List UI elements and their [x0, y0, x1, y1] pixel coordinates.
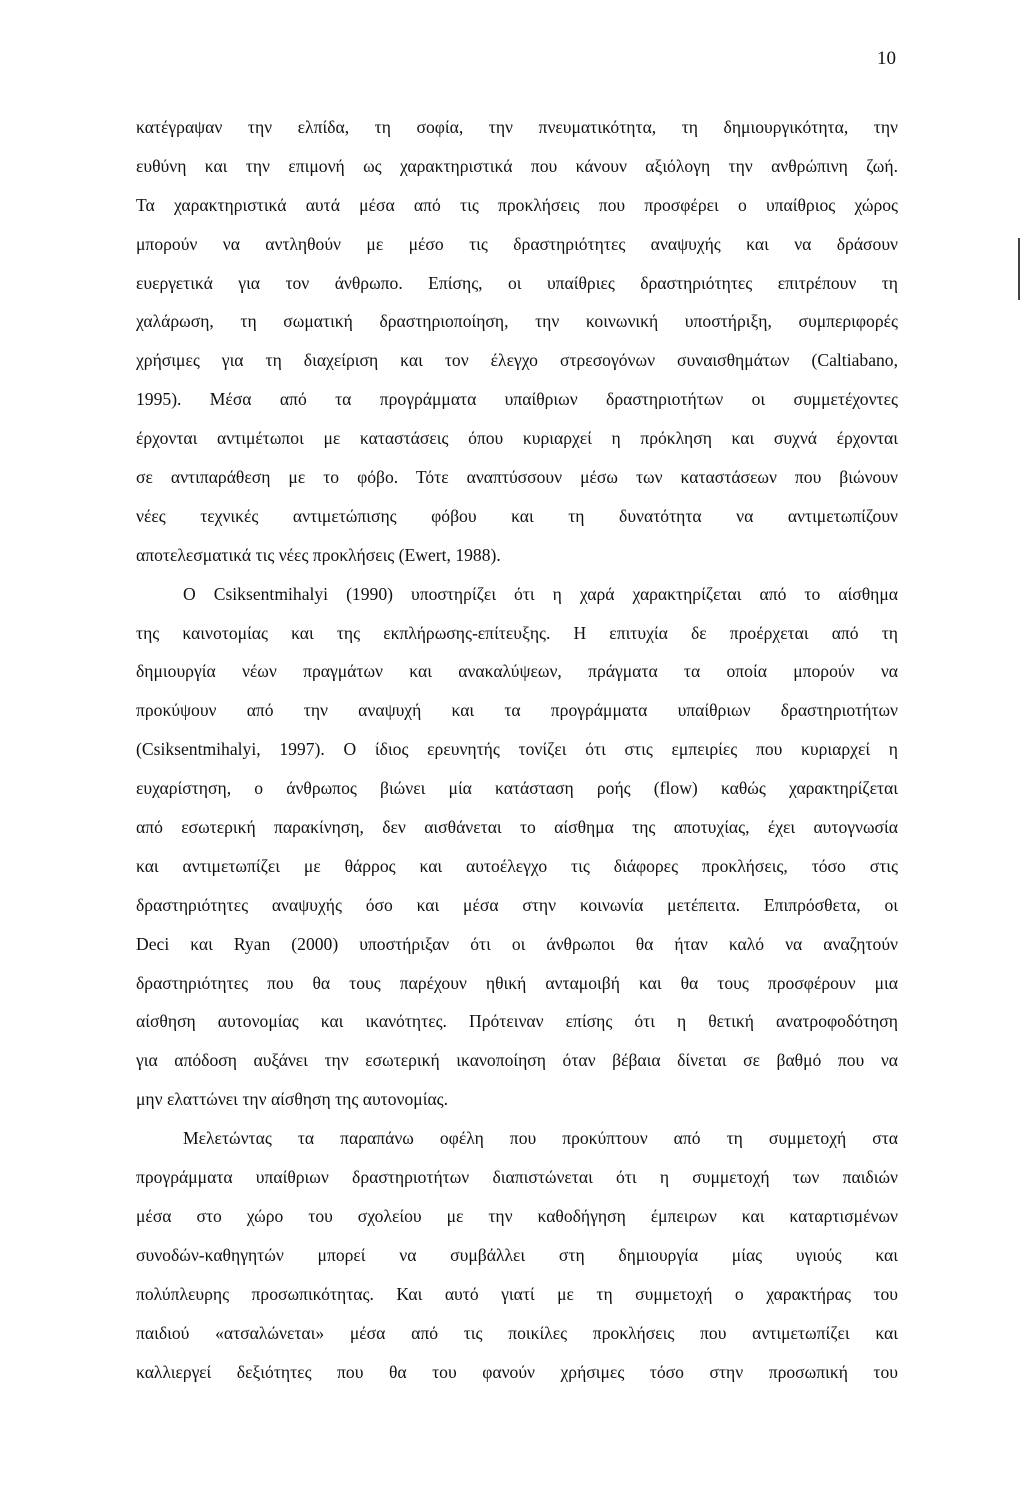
text-line: δραστηριότητες που θα τους παρέχουν ηθική ανταμοιβή και θα τους προσφέρουν μια	[136, 972, 898, 993]
text-line: νέες τεχνικές αντιμετώπισης φόβου και τη δυνατότητα να αντιμετωπίζουν	[136, 505, 898, 526]
text-line: σε αντιπαράθεση με το φόβο. Τότε αναπτύσσουν μέσω των καταστάσεων που βιώνουν	[136, 467, 898, 488]
text-line: δημιουργία νέων πραγμάτων και ανακαλύψεων, πράγματα τα οποία μπορούν να	[136, 661, 898, 682]
text-line: ευθύνη και την επιμονή ως χαρακτηριστικά που κάνουν αξιόλογη την ανθρώπινη ζωή.	[136, 155, 898, 176]
text-line: για απόδοση αυξάνει την εσωτερική ικανοποίηση όταν βέβαια δίνεται σε βαθμό που να	[136, 1050, 898, 1071]
text-line: Τα χαρακτηριστικά αυτά μέσα από τις προκλήσεις που προσφέρει ο υπαίθριος χώρος	[136, 194, 898, 215]
text-line: ευχαρίστηση, ο άνθρωπος βιώνει μία κατάσταση ροής (flow) καθώς χαρακτηρίζεται	[136, 778, 898, 799]
text-line: Μελετώντας τα παραπάνω οφέλη που προκύπτουν από τη συμμετοχή στα	[183, 1128, 898, 1149]
text-line: 1995). Μέσα από τα προγράμματα υπαίθριων δραστηριοτήτων οι συμμετέχοντες	[136, 389, 898, 410]
text-line: από εσωτερική παρακίνηση, δεν αισθάνεται το αίσθημα της αποτυχίας, έχει αυτογνωσία	[136, 817, 898, 838]
text-line: χρήσιμες για τη διαχείριση και τον έλεγχο στρεσογόνων συναισθημάτων (Caltiabano,	[136, 350, 898, 371]
text-line: μέσα στο χώρο του σχολείου με την καθοδήγηση έμπειρων και καταρτισμένων	[136, 1205, 898, 1226]
text-line: ευεργετικά για τον άνθρωπο. Επίσης, οι υπαίθριες δραστηριότητες επιτρέπουν τη	[136, 272, 898, 293]
body-text	[136, 108, 898, 1391]
text-line: έρχονται αντιμέτωποι με καταστάσεις όπου κυριαρχεί η πρόκληση και συχνά έρχονται	[136, 428, 898, 449]
text-line: αίσθηση αυτονομίας και ικανότητες. Πρότειναν επίσης ότι η θετική ανατροφοδότηση	[136, 1011, 898, 1032]
text-line: Deci και Ryan (2000) υποστήριξαν ότι οι άνθρωποι θα ήταν καλό να αναζητούν	[136, 933, 898, 954]
text-line: καλλιεργεί δεξιότητες που θα του φανούν χρήσιμες τόσο στην προσωπική του	[136, 1361, 898, 1382]
text-line: μην ελαττώνει την αίσθηση της αυτονομίας.	[136, 1089, 449, 1110]
text-line: συνοδών-καθηγητών μπορεί να συμβάλλει στη δημιουργία μίας υγιούς και	[136, 1244, 898, 1265]
text-line: πολύπλευρης προσωπικότητας. Και αυτό γιατί με τη συμμετοχή ο χαρακτήρας του	[136, 1283, 898, 1304]
text-line: αποτελεσματικά τις νέες προκλήσεις (Ewert, 1988).	[136, 544, 501, 565]
text-line: και αντιμετωπίζει με θάρρος και αυτοέλεγχο τις διάφορες προκλήσεις, τόσο στις	[136, 855, 898, 876]
text-line: της καινοτομίας και της εκπλήρωσης-επίτευξης. Η επιτυχία δε προέρχεται από τη	[136, 622, 898, 643]
page-number: 10	[877, 48, 896, 69]
text-line: Ο Csiksentmihalyi (1990) υποστηρίζει ότι η χαρά χαρακτηρίζεται από το αίσθημα	[183, 583, 898, 604]
text-line: δραστηριότητες αναψυχής όσο και μέσα στην κοινωνία μετέπειτα. Επιπρόσθετα, οι	[136, 894, 898, 915]
text-line: (Csiksentmihalyi, 1997). Ο ίδιος ερευνητής τονίζει ότι στις εμπειρίες που κυριαρχεί η	[136, 739, 898, 760]
text-line: προγράμματα υπαίθριων δραστηριοτήτων διαπιστώνεται ότι η συμμετοχή των παιδιών	[136, 1167, 898, 1188]
text-line: μπορούν να αντληθούν με μέσο τις δραστηριότητες αναψυχής και να δράσουν	[136, 233, 898, 254]
text-line: κατέγραψαν την ελπίδα, τη σοφία, την πνευματικότητα, τη δημιουργικότητα, την	[136, 117, 898, 137]
text-line: παιδιού «ατσαλώνεται» μέσα από τις ποικίλες προκλήσεις που αντιμετωπίζει και	[136, 1322, 898, 1343]
text-line: προκύψουν από την αναψυχή και τα προγράμματα υπαίθριων δραστηριοτήτων	[136, 700, 898, 721]
text-line: χαλάρωση, τη σωματική δραστηριοποίηση, την κοινωνική υποστήριξη, συμπεριφορές	[136, 311, 898, 332]
scan-edge-mark	[1018, 238, 1020, 300]
